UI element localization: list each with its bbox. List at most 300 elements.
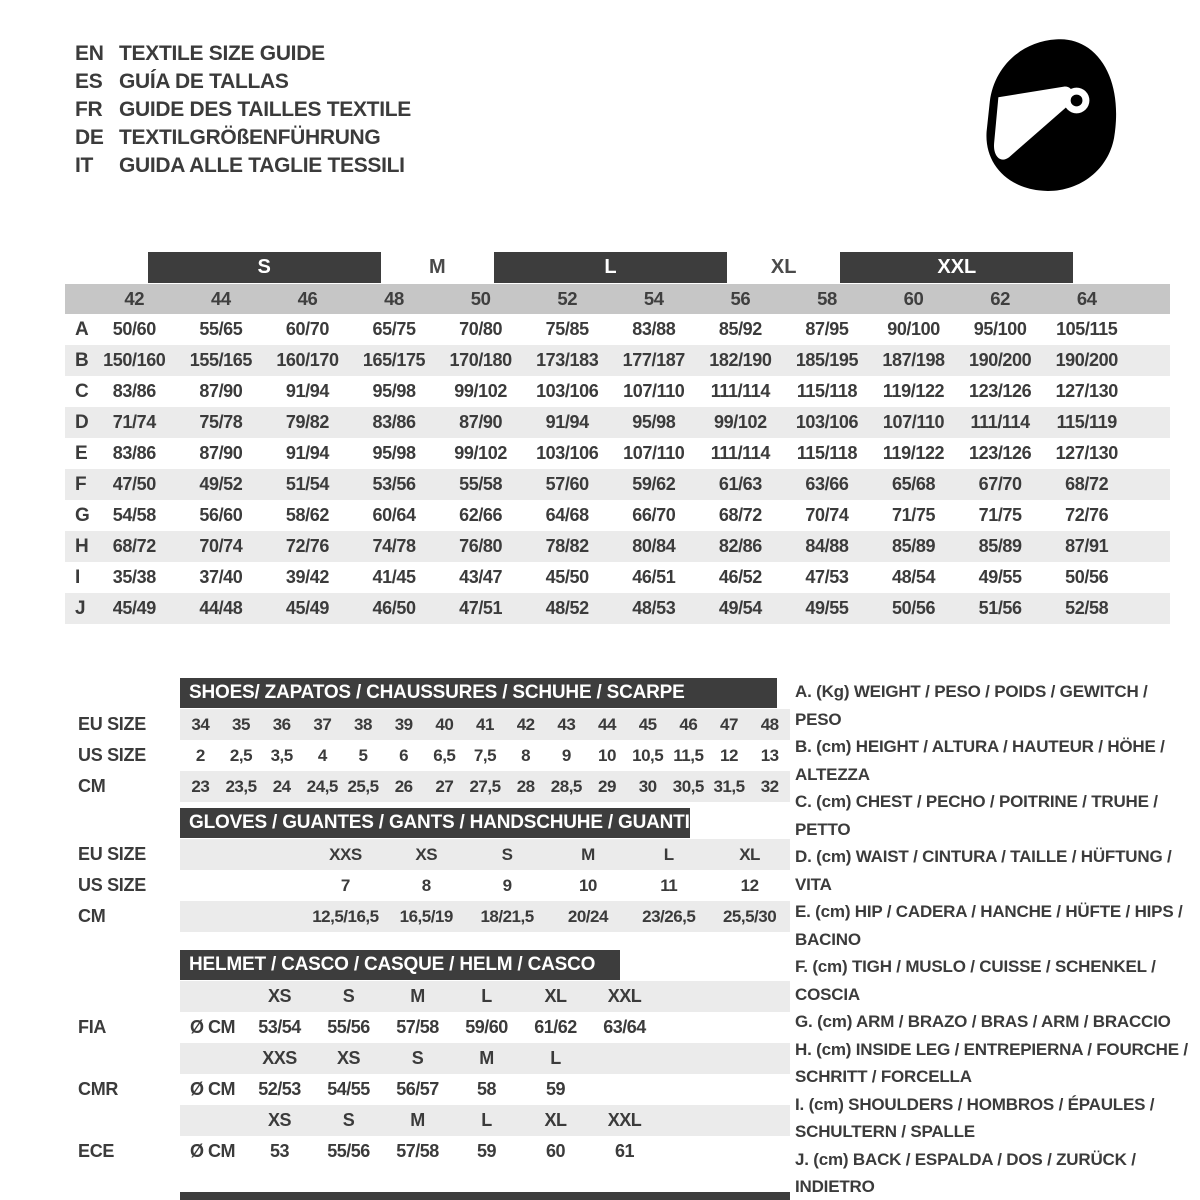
cell: 62/66 [459, 505, 503, 525]
size-group-s: S [148, 252, 381, 283]
cell: 48/52 [545, 598, 589, 618]
cell [180, 981, 245, 1012]
row-letter: C [75, 380, 89, 402]
cell: 35/38 [112, 567, 156, 587]
table-row [65, 593, 1170, 624]
cell: 103/106 [795, 412, 859, 432]
cell: 71/75 [892, 505, 936, 525]
cell: 52/53 [258, 1079, 301, 1099]
cell: 115/118 [796, 443, 858, 463]
cell: 10 [578, 875, 597, 895]
table-row [65, 562, 1170, 593]
cell: 8 [521, 745, 531, 765]
cell: 24 [272, 776, 291, 796]
helmet-size-row [65, 981, 790, 1012]
column-header: 60 [903, 288, 924, 309]
column-header: 58 [817, 288, 837, 309]
cell: 27 [435, 776, 454, 796]
gloves-row [65, 839, 790, 870]
cell: 83/88 [632, 319, 676, 339]
cell: 56/57 [396, 1079, 439, 1099]
helmet-size-row [65, 1043, 790, 1074]
size-group-m: M [428, 256, 446, 278]
cell: 127/130 [1055, 443, 1118, 463]
row-label: EU SIZE [78, 844, 146, 864]
table-row [65, 376, 1170, 407]
cell: 123/126 [968, 381, 1032, 401]
column-header: 44 [210, 288, 231, 309]
cell: 59 [476, 1141, 497, 1161]
size-label: XXL [607, 1110, 642, 1130]
cell: 61/63 [718, 474, 762, 494]
cell: 85/89 [892, 536, 936, 556]
racing-helmet-icon [972, 33, 1134, 199]
cell: 31,5 [713, 776, 745, 796]
column-header: 52 [557, 288, 578, 309]
cell: 70/74 [805, 505, 849, 525]
language-code: DE [75, 126, 104, 149]
cell: 47/53 [805, 567, 849, 587]
legend-item: J. (cm) BACK / ESPALDA / DOS / ZURÜCK / INDIETRO [795, 1149, 1136, 1196]
cell: 95/100 [973, 319, 1027, 339]
cell: 55/56 [327, 1141, 370, 1161]
cell: 29 [598, 776, 616, 796]
cell: 54/55 [327, 1079, 370, 1099]
cell: 70/74 [199, 536, 243, 556]
legend-item: D. (cm) WAIST / CINTURA / TAILLE / HÜFTUNG / VITA [795, 847, 1172, 894]
unit-label: Ø CM [190, 1141, 235, 1161]
cell: 50/56 [1065, 567, 1109, 587]
cell: 16,5/19 [399, 906, 453, 926]
cell: 78/82 [545, 536, 589, 556]
cell: 23,5 [225, 776, 257, 796]
cell: 82/86 [718, 536, 762, 556]
size-label: M [410, 986, 425, 1006]
row-label: US SIZE [78, 875, 146, 895]
cell: 71/75 [978, 505, 1022, 525]
column-header: 42 [124, 288, 145, 309]
cell: 13 [760, 745, 779, 765]
cell: 91/94 [285, 381, 329, 401]
table-row [65, 314, 1170, 345]
cell: 57/60 [545, 474, 589, 494]
cell: 56/60 [199, 505, 243, 525]
cell: 47 [720, 714, 738, 734]
cell: 45/50 [545, 567, 589, 587]
row-values [180, 1074, 790, 1105]
cell: 66/70 [632, 505, 676, 525]
table-row [65, 469, 1170, 500]
row-label [65, 1043, 180, 1074]
shoes-rows [65, 709, 790, 802]
cell: 95/98 [632, 412, 676, 432]
row-label: ECE [78, 1141, 115, 1161]
cell: 28,5 [550, 776, 582, 796]
cell: 11 [660, 875, 678, 895]
legend-item: H. (cm) INSIDE LEG / ENTREPIERNA / FOURCHE / SCHRITT / FORCELLA [795, 1039, 1188, 1086]
cell: 46 [679, 714, 698, 734]
cell: 107/110 [882, 412, 945, 432]
row-letter: F [75, 473, 87, 495]
cell: 107/110 [623, 381, 685, 401]
size-label: L [481, 986, 492, 1006]
cell: 20/24 [567, 906, 608, 926]
cell: 182/190 [709, 350, 772, 370]
cell: 32 [760, 776, 779, 796]
band-spacer [65, 284, 91, 314]
table-row [65, 407, 1170, 438]
cell: 24,5 [306, 776, 338, 796]
cell: 58 [476, 1079, 497, 1099]
shoes-header: SHOES/ ZAPATOS / CHAUSSURES / SCHUHE / SCARPE [180, 678, 777, 708]
column-header: 50 [470, 288, 491, 309]
cell: 46/52 [718, 567, 762, 587]
cell: 55/56 [327, 1017, 370, 1037]
cell: 91/94 [285, 443, 329, 463]
cell: 105/115 [1056, 319, 1118, 339]
cell: 187/198 [882, 350, 945, 370]
helmet-value-row [65, 1012, 790, 1043]
cell: 60/64 [372, 505, 416, 525]
cell: 90/100 [887, 319, 940, 339]
cell: 36 [272, 714, 291, 734]
row-letter: A [75, 318, 89, 340]
row-values [180, 771, 790, 802]
row-values [180, 901, 790, 932]
cell: 43/47 [459, 567, 503, 587]
cell: 61/62 [534, 1017, 577, 1037]
cell: 38 [354, 714, 372, 734]
shoes-row [65, 740, 790, 771]
cell: 59 [545, 1079, 566, 1099]
language-row [75, 68, 411, 96]
cell: 107/110 [623, 443, 685, 463]
size-group-xl: XL [770, 256, 797, 278]
cell: 64/68 [545, 505, 589, 525]
row-values [180, 1136, 790, 1167]
cell: 55/65 [199, 319, 243, 339]
cell: 18/21,5 [480, 906, 534, 926]
row-letter: G [75, 504, 90, 526]
language-code: FR [75, 98, 103, 121]
cell: 76/80 [459, 536, 503, 556]
size-label: S [342, 986, 355, 1006]
cell: 43 [557, 714, 576, 734]
cell: 47/50 [112, 474, 156, 494]
cell: 68/72 [718, 505, 762, 525]
cell: 25,5 [347, 776, 379, 796]
cell: 115/118 [796, 381, 858, 401]
cell: 41 [476, 714, 494, 734]
size-label: XS [336, 1048, 360, 1068]
size-group-xxl: XXL [840, 252, 1073, 283]
cell: 34 [191, 714, 210, 734]
row-values [180, 709, 790, 740]
cell: 44 [598, 714, 616, 734]
cell: 103/106 [536, 381, 599, 401]
size-label: XXS [262, 1048, 297, 1068]
cell: 42 [516, 714, 535, 734]
row-letter: B [75, 349, 89, 371]
unit-label: Ø CM [190, 1079, 235, 1099]
measurement-rows [65, 314, 1170, 624]
cell: 12 [720, 745, 738, 765]
cell: 49/55 [805, 598, 849, 618]
cell: 68/72 [1065, 474, 1109, 494]
cell [590, 1074, 659, 1105]
cell: 190/200 [968, 350, 1032, 370]
cell: 47/51 [459, 598, 503, 618]
language-title: TEXTILGRÖßENFÜHRUNG [119, 126, 381, 149]
size-number-band [65, 284, 1170, 314]
cell: 26 [394, 776, 413, 796]
column-header: 54 [643, 288, 664, 309]
bottom-cutoff-bar [180, 1192, 790, 1200]
cell: 111/114 [970, 412, 1030, 432]
row-label: US SIZE [78, 745, 146, 765]
table-row [65, 345, 1170, 376]
cell: 72/76 [285, 536, 329, 556]
cell: 30 [638, 776, 657, 796]
cell: 23/26,5 [642, 906, 696, 926]
row-values [180, 1043, 790, 1074]
cell: 54/58 [112, 505, 156, 525]
column-header: 48 [384, 288, 404, 309]
row-label: CM [78, 906, 106, 926]
cell: 49/54 [718, 598, 762, 618]
cell: 127/130 [1055, 381, 1118, 401]
cell: 50/56 [892, 598, 936, 618]
cell: 55/58 [459, 474, 503, 494]
size-label: XS [267, 986, 291, 1006]
cell: 46/50 [372, 598, 416, 618]
cell: 4 [317, 745, 327, 765]
column-header: 62 [990, 288, 1010, 309]
cell: 44/48 [199, 598, 243, 618]
row-letter: D [75, 411, 89, 433]
helmet-header: HELMET / CASCO / CASQUE / HELM / CASCO [180, 950, 620, 980]
legend-item: F. (cm) TIGH / MUSLO / CUISSE / SCHENKEL / COSCIA [795, 957, 1156, 1004]
language-title-list [75, 40, 411, 180]
helmet-rows [65, 981, 790, 1167]
cell: 10,5 [632, 745, 664, 765]
cell: 87/95 [805, 319, 849, 339]
language-row [75, 96, 411, 124]
size-label: XS [267, 1110, 291, 1130]
row-label [65, 981, 180, 1012]
cell: 6 [399, 745, 409, 765]
cell: 45 [638, 714, 657, 734]
cell: 87/90 [459, 412, 503, 432]
language-title: GUIDE DES TAILLES TEXTILE [119, 98, 411, 121]
cell: 61 [614, 1141, 635, 1161]
cell: 48/54 [892, 567, 936, 587]
cell: 60/70 [285, 319, 329, 339]
unit-label: Ø CM [190, 1017, 235, 1037]
language-code: EN [75, 42, 104, 65]
row-label: CMR [78, 1079, 119, 1099]
row-values [180, 1012, 790, 1043]
size-group-l: L [494, 252, 727, 283]
cell: 111/114 [710, 381, 771, 401]
cell: 23 [191, 776, 210, 796]
row-label [65, 1105, 180, 1136]
gloves-row [65, 901, 790, 932]
language-row [75, 40, 411, 68]
cell: XS [415, 844, 438, 864]
cell: 7 [340, 875, 350, 895]
cell: 85/92 [718, 319, 762, 339]
cell: 103/106 [536, 443, 599, 463]
table-row [65, 500, 1170, 531]
cell: XL [739, 844, 760, 864]
row-label: EU SIZE [78, 714, 146, 734]
row-letter: J [75, 597, 86, 619]
cell: 85/89 [978, 536, 1022, 556]
cell: 58/62 [285, 505, 329, 525]
cell: 57/58 [396, 1141, 439, 1161]
cell [180, 1105, 245, 1136]
table-row [65, 438, 1170, 469]
cell: 165/175 [362, 350, 426, 370]
cell [180, 1043, 245, 1074]
cell: 48/53 [632, 598, 676, 618]
cell: 177/187 [622, 350, 685, 370]
cell: 6,5 [433, 745, 456, 765]
size-label: XXL [607, 986, 642, 1006]
cell: 27,5 [469, 776, 501, 796]
cell: 63/64 [603, 1017, 646, 1037]
cell: 49/52 [199, 474, 243, 494]
cell: 51/54 [285, 474, 329, 494]
cell: 80/84 [632, 536, 676, 556]
cell: 12,5/16,5 [312, 906, 379, 926]
cell: S [501, 844, 513, 864]
shoes-row [65, 709, 790, 740]
row-values [180, 839, 790, 870]
row-letter: H [75, 535, 89, 557]
cell: 170/180 [449, 350, 512, 370]
size-label: L [550, 1048, 561, 1068]
cell: 59/62 [632, 474, 676, 494]
cell: 9 [502, 875, 512, 895]
size-letter-row [65, 252, 1170, 283]
helmet-value-row [65, 1074, 790, 1105]
cell: 25,5/30 [722, 906, 777, 926]
column-header: 56 [730, 288, 751, 309]
cell: 11,5 [673, 745, 704, 765]
cell: 45/49 [285, 598, 329, 618]
cell: 99/102 [454, 381, 507, 401]
cell: 57/58 [396, 1017, 439, 1037]
measurement-legend [795, 678, 1193, 1200]
cell: 99/102 [454, 443, 507, 463]
legend-item: B. (cm) HEIGHT / ALTURA / HAUTEUR / HÖHE / ALTEZZA [795, 737, 1165, 784]
cell: 5 [358, 745, 368, 765]
cell: 83/86 [112, 443, 156, 463]
legend-item: C. (cm) CHEST / PECHO / POITRINE / TRUHE / PETTO [795, 792, 1158, 839]
column-header: 46 [297, 288, 318, 309]
cell: 123/126 [968, 443, 1032, 463]
size-label: M [410, 1110, 425, 1130]
cell: M [581, 844, 595, 864]
helmet-value-row [65, 1136, 790, 1167]
cell: 50/60 [112, 319, 156, 339]
cell: 95/98 [372, 381, 416, 401]
gloves-table [65, 808, 790, 932]
legend-item: I. (cm) SHOULDERS / HOMBROS / ÉPAULES / SCHULTERN / SPALLE [795, 1094, 1155, 1141]
row-values [180, 1105, 790, 1136]
cell: 59/60 [465, 1017, 508, 1037]
shoes-table [65, 678, 790, 802]
cell: XXS [329, 844, 362, 864]
language-row [75, 152, 411, 180]
cell: 3,5 [270, 745, 293, 765]
size-label: XL [544, 986, 567, 1006]
helmet-table [65, 950, 790, 1167]
table-row [65, 531, 1170, 562]
cell: 52/58 [1065, 598, 1109, 618]
cell: 99/102 [714, 412, 767, 432]
cell: 155/165 [189, 350, 252, 370]
cell: 74/78 [372, 536, 416, 556]
cell: 37 [313, 714, 332, 734]
size-label: S [342, 1110, 355, 1130]
cell: 91/94 [545, 412, 589, 432]
cell: 45/49 [112, 598, 156, 618]
cell: 75/78 [199, 412, 243, 432]
cell: 84/88 [805, 536, 849, 556]
cell: 9 [561, 745, 571, 765]
language-title: GUÍA DE TALLAS [119, 70, 289, 93]
row-letter: E [75, 442, 88, 464]
cell: 48 [760, 714, 779, 734]
cell: L [663, 844, 674, 864]
shoes-row [65, 771, 790, 802]
cell: 8 [421, 875, 431, 895]
gloves-header: GLOVES / GUANTES / GANTS / HANDSCHUHE / GUANTI [180, 808, 690, 838]
cell: 173/183 [536, 350, 599, 370]
cell: 37/40 [199, 567, 243, 587]
cell: 49/55 [978, 567, 1022, 587]
language-title: TEXTILE SIZE GUIDE [119, 42, 325, 65]
cell: 111/114 [710, 443, 771, 463]
cell: 46/51 [632, 567, 676, 587]
cell: 119/122 [882, 381, 945, 401]
legend-item: A. (Kg) WEIGHT / PESO / POIDS / GEWITCH / PESO [795, 682, 1148, 729]
row-values [180, 981, 790, 1012]
cell: 65/68 [892, 474, 936, 494]
cell: 79/82 [285, 412, 329, 432]
row-values [180, 870, 790, 901]
cell: 39 [394, 714, 413, 734]
cell: 65/75 [372, 319, 416, 339]
language-title: GUIDA ALLE TAGLIE TESSILI [119, 154, 405, 177]
cell: 35 [232, 714, 250, 734]
legend-item: G. (cm) ARM / BRAZO / BRAS / ARM / BRACCIO [795, 1012, 1171, 1031]
size-label: L [481, 1110, 492, 1130]
cell: 2,5 [229, 745, 253, 765]
size-label: S [411, 1048, 424, 1068]
cell: 53/54 [258, 1017, 301, 1037]
legend-item: E. (cm) HIP / CADERA / HANCHE / HÜFTE / HIPS / BACINO [795, 902, 1183, 949]
language-row [75, 124, 411, 152]
cell: 95/98 [372, 443, 416, 463]
helmet-size-row [65, 1105, 790, 1136]
cell: 2 [195, 745, 205, 765]
language-code: IT [75, 154, 94, 177]
cell: 63/66 [805, 474, 849, 494]
